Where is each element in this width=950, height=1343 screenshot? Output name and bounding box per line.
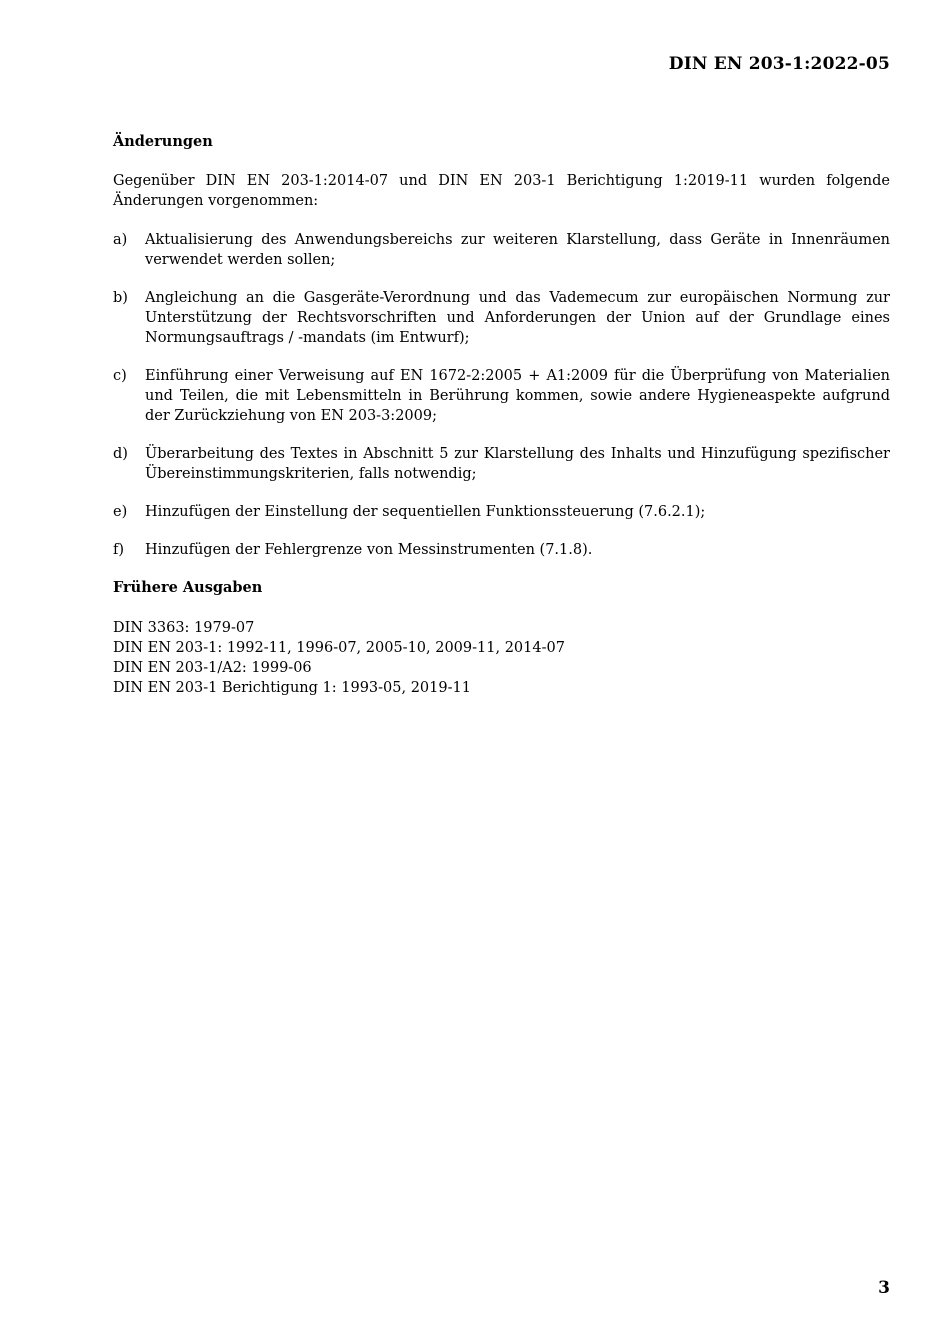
list-marker: c) <box>113 368 127 384</box>
previous-edition-line: DIN 3363: 1979-07 <box>113 620 255 636</box>
list-item-text: Hinzufügen der Einstellung der sequentiellen Funktionssteuerung (7.6.2.1); <box>145 504 706 520</box>
list-item-text: Angleichung an die Gasgeräte-Verordnung und das Vademecum zur europäischen Normung zur Unterstützung der Rechtsvorschriften und Anforderungen der Union auf der Grundlage eines Normungsauftrags / -mandats (im Entwurf); <box>145 290 890 346</box>
previous-edition-line: DIN EN 203-1: 1992-11, 1996-07, 2005-10, 2009-11, 2014-07 <box>113 640 565 656</box>
page-content <box>113 132 890 698</box>
list-item-text: Einführung einer Verweisung auf EN 1672-2:2005 + A1:2009 für die Überprüfung von Materialien und Teilen, die mit Lebensmitteln in Berührung kommen, sowie andere Hygieneaspekte aufgrund der Zurückziehung von EN 203-3:2009; <box>145 368 890 424</box>
changes-list <box>113 230 890 560</box>
list-item <box>113 230 890 270</box>
changes-heading: Änderungen <box>113 133 213 150</box>
changes-intro: Gegenüber DIN EN 203-1:2014-07 und DIN EN 203-1 Berichtigung 1:2019-11 wurden folgende Änderungen vorgenommen: <box>113 173 890 209</box>
previous-edition-line: DIN EN 203-1/A2: 1999-06 <box>113 660 312 676</box>
list-marker: d) <box>113 446 128 462</box>
list-marker: e) <box>113 504 128 520</box>
previous-editions-heading: Frühere Ausgaben <box>113 579 263 596</box>
previous-editions-list <box>113 618 890 698</box>
list-item-text: Überarbeitung des Textes in Abschnitt 5 zur Klarstellung des Inhalts und Hinzufügung spezifischer Übereinstimmungskriterien, falls notwendig; <box>145 446 890 482</box>
list-item <box>113 502 890 522</box>
list-item-text: Hinzufügen der Fehlergrenze von Messinstrumenten (7.1.8). <box>145 542 593 558</box>
page-number: 3 <box>878 1278 890 1298</box>
list-marker: b) <box>113 290 128 306</box>
list-marker: f) <box>113 542 125 558</box>
list-item <box>113 444 890 484</box>
list-marker: a) <box>113 232 128 248</box>
list-item <box>113 366 890 426</box>
document-id: DIN EN 203-1:2022-05 <box>668 54 890 74</box>
list-item <box>113 540 890 560</box>
previous-edition-line: DIN EN 203-1 Berichtigung 1: 1993-05, 2019-11 <box>113 680 471 696</box>
list-item <box>113 288 890 348</box>
list-item-text: Aktualisierung des Anwendungsbereichs zur weiteren Klarstellung, dass Geräte in Innenräumen verwendet werden sollen; <box>145 232 890 268</box>
